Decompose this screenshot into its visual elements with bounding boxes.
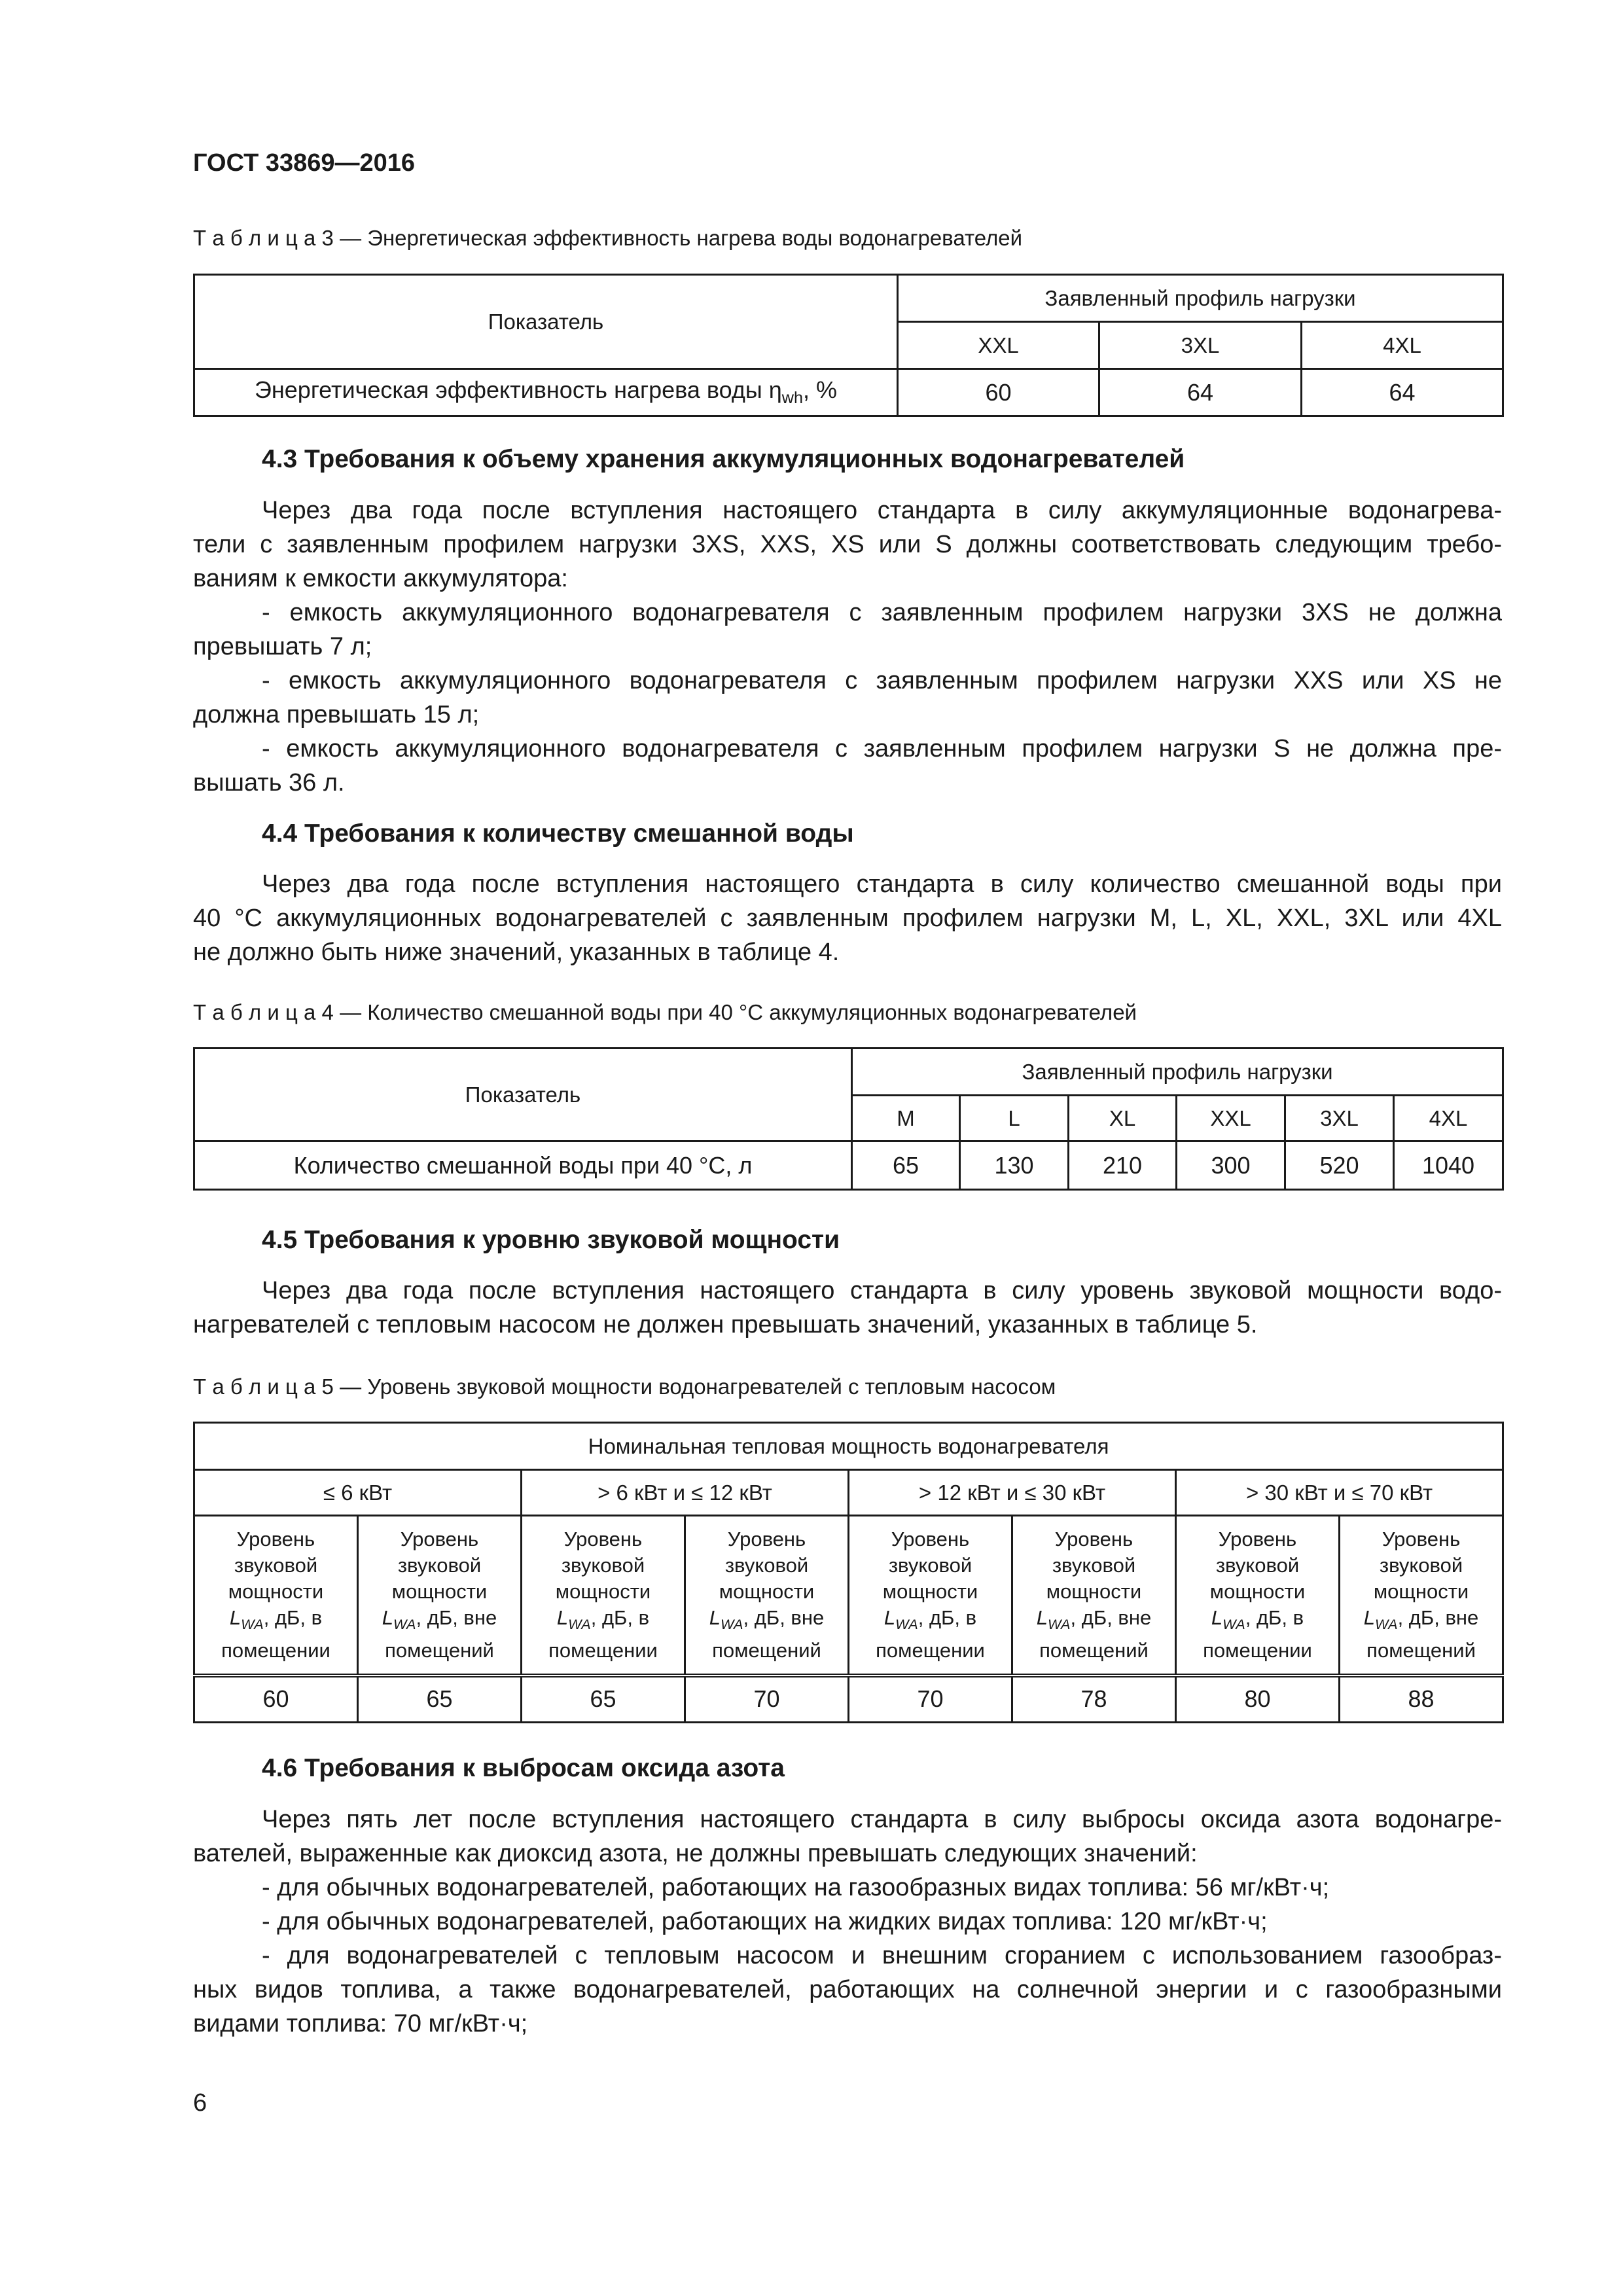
section-4-5-body [193, 1274, 1502, 1342]
table3-profile: 3XL [1099, 322, 1302, 369]
table4-value: 300 [1177, 1141, 1285, 1190]
table5-value: 70 [685, 1676, 849, 1723]
table3-profile: 4XL [1302, 322, 1503, 369]
table4-profile: 3XL [1285, 1096, 1394, 1141]
section-4-3-heading: 4.3 Требования к объему хранения аккумуляционных водонагревателей [262, 445, 1185, 473]
table4-value: 130 [960, 1141, 1069, 1190]
table3-header-indicator: Показатель [194, 275, 898, 369]
text-line: не должно быть ниже значений, указанных в таблице 4. [193, 939, 840, 966]
text-line: Через два года после вступления настоящего стандарта в силу количество смешанной воды при [262, 870, 1502, 898]
text-line: Через пять лет после вступления настоящего стандарта в силу выбросы оксида азота водонагре- [262, 1806, 1502, 1833]
table4-value: 1040 [1394, 1141, 1503, 1190]
table5-subheader-indoor: Уровень звуковой мощности $L_{WA}$, дБ, в помещении [1176, 1516, 1340, 1676]
table3-row-label: Энергетическая эффективность нагрева воды $\eta_{wh}$, % [194, 369, 898, 416]
section-4-4-heading: 4.4 Требования к количеству смешанной воды [262, 819, 854, 848]
section-4-5-heading: 4.5 Требования к уровню звуковой мощности [262, 1226, 840, 1254]
table5-value: 78 [1012, 1676, 1176, 1723]
table4-profile: XXL [1177, 1096, 1285, 1141]
text-line: - емкость аккумуляционного водонагревателя с заявленным профилем нагрузки XXS или XS не [262, 667, 1502, 694]
table4-caption-text: 4 — Количество смешанной воды при 40 °С аккумуляционных водонагревателей [321, 1000, 1137, 1024]
text-line: 40 °С аккумуляционных водонагревателей с заявленным профилем нагрузки M, L, XL, XXL, 3XL или 4XL [193, 905, 1502, 932]
table5 [193, 1422, 1504, 1723]
text-line: - емкость аккумуляционного водонагревателя с заявленным профилем нагрузки S не должна пре- [262, 735, 1502, 762]
table5-value: 60 [194, 1676, 358, 1723]
text-line: видами топлива: 70 мг/кВт·ч; [193, 2010, 528, 2037]
table5-subheader-outdoor: Уровень звуковой мощности $L_{WA}$, дБ, вне помещений [1012, 1516, 1176, 1676]
text-line: тели с заявленным профилем нагрузки 3XS, XXS, XS или S должны соответствовать следующим требо- [193, 531, 1502, 558]
section-4-6-body [193, 1803, 1502, 2041]
table5-subheader-indoor: Уровень звуковой мощности $L_{WA}$, дБ, в помещении [849, 1516, 1012, 1676]
table5-caption-prefix: Т а б л и ц а [193, 1374, 316, 1399]
table4-profile: M [852, 1096, 960, 1141]
page-number: 6 [193, 2089, 207, 2117]
table5-subheader-indoor: Уровень звуковой мощности $L_{WA}$, дБ, в помещении [194, 1516, 358, 1676]
table5-caption-text: 5 — Уровень звуковой мощности водонагревателей с тепловым насосом [321, 1374, 1056, 1399]
table3-value: 64 [1302, 369, 1503, 416]
text-line: - емкость аккумуляционного водонагревателя с заявленным профилем нагрузки 3XS не должна [262, 599, 1502, 626]
table4-caption [193, 1000, 1137, 1025]
text-line: нагревателей с тепловым насосом не должен превышать значений, указанных в таблице 5. [193, 1311, 1258, 1338]
text-line: должна превышать 15 л; [193, 701, 480, 728]
section-4-6-heading: 4.6 Требования к выбросам оксида азота [262, 1754, 785, 1782]
table5-value: 65 [358, 1676, 522, 1723]
table4-profile: L [960, 1096, 1069, 1141]
section-4-4-body [193, 867, 1502, 969]
table5-value: 80 [1176, 1676, 1340, 1723]
table3-caption [193, 226, 1022, 251]
table4-header-group: Заявленный профиль нагрузки [852, 1049, 1503, 1096]
table5-value: 88 [1340, 1676, 1503, 1723]
table5-value: 65 [522, 1676, 685, 1723]
table4 [193, 1047, 1504, 1191]
table3-value: 60 [898, 369, 1099, 416]
table3-header-group: Заявленный профиль нагрузки [898, 275, 1503, 322]
table4-value: 520 [1285, 1141, 1394, 1190]
table4-caption-prefix: Т а б л и ц а [193, 1000, 316, 1024]
text-line: Через два года после вступления настоящего стандарта в силу аккумуляционные водонагрева- [262, 497, 1502, 524]
text-line: вателей, выраженные как диоксид азота, не должны превышать следующих значений: [193, 1840, 1198, 1867]
table4-profile: XL [1069, 1096, 1177, 1141]
text-line: ных видов топлива, а также водонагревателей, работающих на солнечной энергии и с газообразными [193, 1976, 1502, 2003]
table3-caption-prefix: Т а б л и ц а [193, 226, 316, 250]
table4-row-label: Количество смешанной воды при 40 °С, л [194, 1141, 852, 1190]
text-line: Через два года после вступления настоящего стандарта в силу уровень звуковой мощности водо- [262, 1277, 1502, 1304]
table5-caption [193, 1374, 1056, 1399]
table3-caption-text: 3 — Энергетическая эффективность нагрева воды водонагревателей [321, 226, 1023, 250]
table5-group: ≤ 6 кВт [194, 1470, 522, 1516]
text-line: ваниям к емкости аккумулятора: [193, 565, 568, 592]
table5-group: > 12 кВт и ≤ 30 кВт [849, 1470, 1176, 1516]
text-line: вышать 36 л. [193, 769, 345, 797]
table5-subheader-outdoor: Уровень звуковой мощности $L_{WA}$, дБ, вне помещений [358, 1516, 522, 1676]
document-id: ГОСТ 33869—2016 [193, 149, 416, 177]
table3 [193, 274, 1504, 417]
table5-subheader-indoor: Уровень звуковой мощности $L_{WA}$, дБ, в помещении [522, 1516, 685, 1676]
section-4-3-body [193, 493, 1502, 800]
text-line: - для обычных водонагревателей, работающих на газообразных видах топлива: 56 мг/кВт·ч; [262, 1874, 1330, 1901]
table4-value: 210 [1069, 1141, 1177, 1190]
table5-group: > 30 кВт и ≤ 70 кВт [1176, 1470, 1503, 1516]
table5-subheader-outdoor: Уровень звуковой мощности $L_{WA}$, дБ, вне помещений [1340, 1516, 1503, 1676]
table4-value: 65 [852, 1141, 960, 1190]
table5-value: 70 [849, 1676, 1012, 1723]
text-line: превышать 7 л; [193, 633, 372, 660]
table5-group: > 6 кВт и ≤ 12 кВт [522, 1470, 849, 1516]
table3-value: 64 [1099, 369, 1302, 416]
table3-profile: XXL [898, 322, 1099, 369]
table4-header-indicator: Показатель [194, 1049, 852, 1141]
table5-subheader-outdoor: Уровень звуковой мощности $L_{WA}$, дБ, вне помещений [685, 1516, 849, 1676]
text-line: - для водонагревателей с тепловым насосом и внешним сгоранием с использованием газообраз- [262, 1942, 1502, 1969]
text-line: - для обычных водонагревателей, работающих на жидких видах топлива: 120 мг/кВт·ч; [262, 1908, 1268, 1935]
table4-profile: 4XL [1394, 1096, 1503, 1141]
table5-title: Номинальная тепловая мощность водонагревателя [194, 1423, 1503, 1470]
